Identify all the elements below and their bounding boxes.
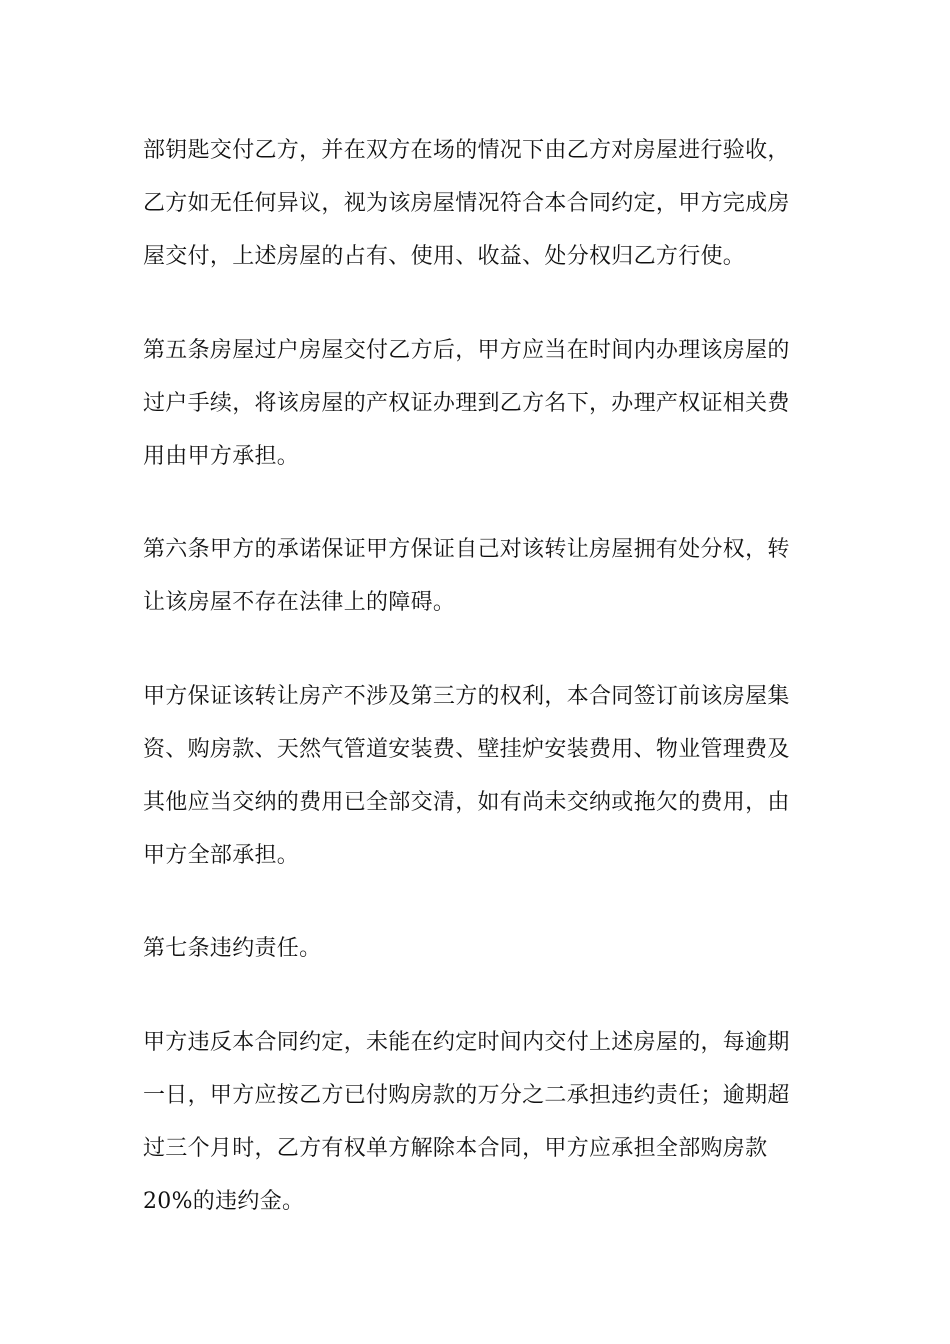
text-line: 第五条房屋过户房屋交付乙方后，甲方应当在时间内办理该房屋的 [143,338,790,363]
text-line: 用由甲方承担。 [143,444,300,469]
paragraph-fees-settled [143,670,818,882]
text-line: 让该房屋不存在法律上的障碍。 [143,590,456,615]
paragraph-article-7-heading [143,922,818,975]
text-line: 一日，甲方应按乙方已付购房款的万分之二承担违约责任；逾期超 [143,1083,790,1108]
text-line: 第七条违约责任。 [143,936,322,961]
paragraph-article-5-transfer [143,324,818,483]
text-line: 资、购房款、天然气管道安装费、壁挂炉安装费用、物业管理费及 [143,737,790,762]
text-line: 其他应当交纳的费用已全部交清，如有尚未交纳或拖欠的费用，由 [143,790,790,815]
paragraph-breach-liability [143,1016,818,1228]
text-line: 甲方保证该转让房产不涉及第三方的权利，本合同签订前该房屋集 [143,684,790,709]
text-line: 过户手续，将该房屋的产权证办理到乙方名下，办理产权证相关费 [143,391,790,416]
text-line: 甲方违反本合同约定，未能在约定时间内交付上述房屋的，每逾期 [143,1030,790,1055]
text-line: 屋交付，上述房屋的占有、使用、收益、处分权归乙方行使。 [143,244,746,269]
text-line: 20%的违约金。 [143,1189,305,1214]
text-line: 部钥匙交付乙方，并在双方在场的情况下由乙方对房屋进行验收， [143,138,790,163]
text-line: 过三个月时，乙方有权单方解除本合同，甲方应承担全部购房款 [143,1136,768,1161]
paragraph-house-delivery [143,124,818,283]
text-line: 第六条甲方的承诺保证甲方保证自己对该转让房屋拥有处分权，转 [143,537,790,562]
text-line: 乙方如无任何异议，视为该房屋情况符合本合同约定，甲方完成房 [143,191,790,216]
paragraph-article-6-guarantee [143,523,818,629]
text-line: 甲方全部承担。 [143,843,300,868]
